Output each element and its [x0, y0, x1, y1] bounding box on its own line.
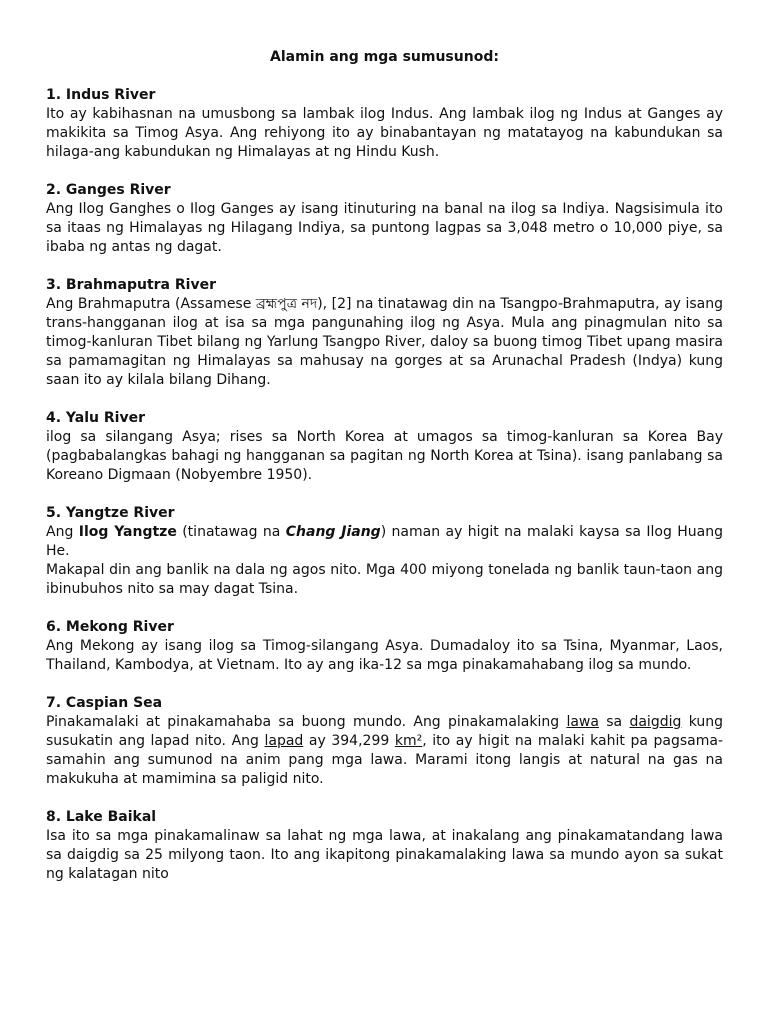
section-indus-river	[46, 86, 723, 162]
text-run: , ito ay higit na malaki kahit pa pagsama-samahin ang sumunod na anim pang mga lawa. Marami itong langis at natural na gas na makukuha at mamimina sa paligid nito.	[46, 733, 724, 787]
section-yangtze-river	[46, 504, 723, 599]
document-page	[46, 48, 723, 903]
section-heading: 5. Yangtze River	[46, 505, 175, 521]
section-text: Ang Ilog Ganghes o Ilog Ganges ay isang itinuturing na banal na ilog sa Indiya. Nagsisimula ito sa itaas ng Himalayas ng Hilagang Indiya, sa puntong lagpas sa 3,048 metro o 10,000 piye, sa ibaba ng antas ng dagat.	[46, 201, 723, 255]
document-title: Alamin ang mga sumusunod:	[270, 49, 499, 65]
section-yalu-river	[46, 409, 723, 485]
section-heading: 7. Caspian Sea	[46, 695, 163, 711]
section-heading: 8. Lake Baikal	[46, 809, 157, 825]
bold-italic-term: Chang Jiang	[285, 524, 381, 540]
text-run: ) naman ay higit na malaki kaysa sa Ilog Huang He.	[46, 524, 723, 559]
bold-term: Ilog Yangtze	[78, 524, 177, 540]
section-text: Ang Brahmaputra (Assamese ব্ৰহ্মপুত্ৰ নদ), [2] na tinatawag din na Tsangpo-Brahmaputra, ay isang trans-hangganan ilog at isa sa mga pangunahing ilog ng Asya. Mula ang pinagmulan nito sa timog-kanluran Tibet bilang ng Yarlung Tsangpo River, daloy sa buong timog Tibet upang masira sa pamamagitan ng Himalayas sa mahusay na gorges at sa Arunachal Pradesh (Indya) kung saan ito ay kilala bilang Dihang.	[46, 296, 723, 388]
section-heading: 3. Brahmaputra River	[46, 277, 216, 293]
section-mekong-river	[46, 618, 723, 675]
section-text: ilog sa silangang Asya; rises sa North Korea at umagos sa timog-kanluran sa Korea Bay (pagbabalangkas bahagi ng hangganan sa pagitan ng North Korea at Tsina). isang panlabang sa Koreano Digmaan (Nobyembre 1950).	[46, 429, 723, 483]
link-lawa[interactable]: lawa	[566, 714, 599, 730]
section-text: Isa ito sa mga pinakamalinaw sa lahat ng mga lawa, at inakalang ang pinakamatandang lawa sa daigdig sa 25 milyong taon. Ito ang ikapitong pinakamalaking lawa sa mundo ayon sa sukat ng kalatagan nito	[46, 828, 723, 882]
text-run: (tinatawag na	[176, 524, 286, 540]
section-heading: 6. Mekong River	[46, 619, 174, 635]
section-text: Ito ay kabihasnan na umusbong sa lambak ilog Indus. Ang lambak ilog ng Indus at Ganges ay makikita sa Timog Asya. Ang rehiyong ito ay binabantayan ng matatayog na kabundukan sa hilaga-ang kabundukan ng Himalayas at ng Hindu Kush.	[46, 106, 723, 160]
section-brahmaputra-river	[46, 276, 723, 390]
link-lapad[interactable]: lapad	[264, 733, 304, 749]
section-text: Makapal din ang banlik na dala ng agos nito. Mga 400 miyong tonelada ng banlik taun-taon ang ibinubuhos nito sa may dagat Tsina.	[46, 562, 723, 597]
section-text	[46, 713, 723, 789]
text-run: ay 394,299	[303, 733, 395, 749]
section-ganges-river	[46, 181, 723, 257]
text-run: Ang	[46, 524, 79, 540]
section-text: Ang Mekong ay isang ilog sa Timog-silangang Asya. Dumadaloy ito sa Tsina, Myanmar, Laos, Thailand, Kambodya, at Vietnam. Ito ay ang ika-12 sa mga pinakamahabang ilog sa mundo.	[46, 638, 723, 673]
text-run: sa	[598, 714, 630, 730]
section-heading: 4. Yalu River	[46, 410, 145, 426]
section-heading: 2. Ganges River	[46, 182, 171, 198]
text-run: kung susukatin ang lapad nito. Ang	[46, 714, 723, 749]
link-daigdig[interactable]: daigdig	[629, 714, 682, 730]
section-heading: 1. Indus River	[46, 87, 156, 103]
section-text	[46, 523, 723, 561]
link-km2[interactable]: km²	[394, 733, 423, 749]
section-caspian-sea	[46, 694, 723, 789]
text-run: Pinakamalaki at pinakamahaba sa buong mundo. Ang pinakamalaking	[46, 714, 567, 730]
section-lake-baikal	[46, 808, 723, 884]
